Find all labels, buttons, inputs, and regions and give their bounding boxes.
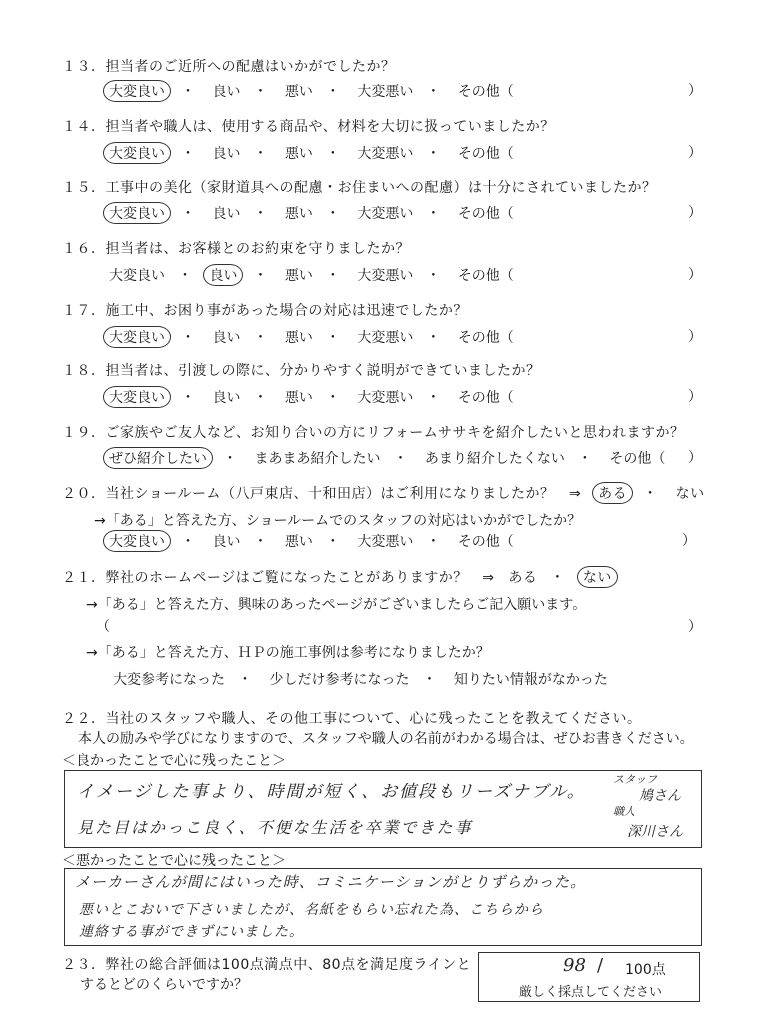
q21-no[interactable]: ない bbox=[577, 566, 618, 588]
option-13-4[interactable]: その他（ bbox=[457, 84, 514, 100]
option-16-1[interactable]: 良い bbox=[203, 264, 243, 286]
question-23: ２３．弊社の総合評価は100点満点中、80点を満足度ラインと bbox=[62, 957, 472, 973]
option-16-3[interactable]: 大変悪い bbox=[357, 268, 414, 284]
option-13-2[interactable]: 悪い bbox=[284, 84, 313, 100]
option-17-3[interactable]: 大変悪い bbox=[357, 330, 414, 346]
q21-subquestion-1: →「ある」と答えた方、興味のあったページがございましたらご記入願います。 bbox=[86, 597, 587, 613]
option-20-4[interactable]: その他（ bbox=[457, 534, 514, 550]
option-13-3[interactable]: 大変悪い bbox=[357, 84, 414, 100]
close-paren-19: ） bbox=[688, 450, 702, 466]
option-14-3[interactable]: 大変悪い bbox=[357, 146, 414, 162]
q21-open-paren: （ bbox=[96, 619, 110, 635]
options-16: 大変良い ・ 良い ・ 悪い ・ 大変悪い ・ その他（ bbox=[106, 264, 517, 286]
option-20-2[interactable]: 悪い bbox=[284, 534, 313, 550]
close-paren-18: ） bbox=[688, 389, 702, 405]
option-14-4[interactable]: その他（ bbox=[457, 146, 514, 162]
options-15: 大変良い ・ 良い ・ 悪い ・ 大変悪い ・ その他（ bbox=[106, 202, 517, 224]
option-15-1[interactable]: 良い bbox=[212, 206, 241, 222]
option-18-4[interactable]: その他（ bbox=[457, 390, 514, 406]
option-21-2[interactable]: 知りたい情報がなかった bbox=[453, 672, 608, 688]
option-15-2[interactable]: 悪い bbox=[284, 206, 313, 222]
options-14: 大変良い ・ 良い ・ 悪い ・ 大変悪い ・ その他（ bbox=[106, 142, 517, 164]
option-16-4[interactable]: その他（ bbox=[457, 268, 514, 284]
option-20-1[interactable]: 良い bbox=[212, 534, 241, 550]
good-label: ＜良かったことで心に残ったこと＞ bbox=[62, 753, 286, 769]
bad-comment-line-2: 悪いとこおいで下さいましたが、名紙をもらい忘れた為、こちらから bbox=[79, 902, 544, 918]
score-box[interactable] bbox=[478, 952, 700, 1002]
score-max: 100点 bbox=[625, 962, 666, 978]
close-paren-14: ） bbox=[688, 145, 702, 161]
bad-comment-line-1: メーカーさんが間にはいった時、コミニケーションがとりずらかった。 bbox=[75, 873, 587, 891]
question-18: １８．担当者は、引渡しの際に、分かりやすく説明ができていましたか？ bbox=[62, 363, 541, 379]
question-21-text: ２１．弊社のホームページはご覧になったことがありますか？ ⇒ bbox=[62, 570, 495, 586]
close-paren-16: ） bbox=[688, 267, 702, 283]
question-15: １５．工事中の美化（家財道具への配慮・お住まいへの配慮）は十分にされていましたか？ bbox=[62, 180, 657, 196]
options-17: 大変良い ・ 良い ・ 悪い ・ 大変悪い ・ その他（ bbox=[106, 326, 517, 348]
good-comment-box[interactable] bbox=[64, 770, 702, 848]
option-17-1[interactable]: 良い bbox=[212, 330, 241, 346]
option-21-0[interactable]: 大変参考になった bbox=[113, 672, 225, 688]
q21-subquestion-2: →「ある」と答えた方、ＨＰの施工事例は参考になりましたか？ bbox=[86, 645, 490, 661]
option-18-1[interactable]: 良い bbox=[212, 390, 241, 406]
option-14-1[interactable]: 良い bbox=[212, 146, 241, 162]
staff-label: スタッフ bbox=[613, 773, 657, 786]
question-16: １６．担当者は、お客様とのお約束を守りましたか？ bbox=[62, 241, 410, 257]
option-13-1[interactable]: 良い bbox=[212, 84, 241, 100]
option-19-1[interactable]: まあまあ紹介したい bbox=[254, 451, 381, 467]
option-13-0[interactable]: 大変良い bbox=[103, 80, 171, 102]
question-19: １９．ご家族やご友人など、お知り合いの方にリフォームササキを紹介したいと思われますか？ bbox=[62, 425, 685, 441]
options-13: 大変良い ・ 良い ・ 悪い ・ 大変悪い ・ その他（ bbox=[106, 80, 517, 102]
q20-yes[interactable]: ある bbox=[592, 482, 633, 504]
question-23-cont: するとどのくらいですか？ bbox=[80, 977, 248, 993]
close-paren-20: ） bbox=[682, 533, 696, 549]
option-15-3[interactable]: 大変悪い bbox=[357, 206, 414, 222]
option-17-0[interactable]: 大変良い bbox=[103, 326, 171, 348]
staff-name: 鳩さん bbox=[639, 788, 681, 804]
options-18: 大変良い ・ 良い ・ 悪い ・ 大変悪い ・ その他（ bbox=[106, 386, 517, 408]
option-19-3[interactable]: その他（ bbox=[609, 451, 666, 467]
worker-label: 職人 bbox=[613, 805, 635, 818]
worker-name: 深川さん bbox=[627, 824, 683, 840]
bad-comment-box[interactable] bbox=[64, 868, 702, 946]
options-20: 大変良い ・ 良い ・ 悪い ・ 大変悪い ・ その他（ bbox=[106, 530, 517, 552]
question-20: ２０．当社ショールーム（八戸東店、十和田店）はご利用になりましたか？ ⇒ ある ・ ない bbox=[62, 482, 708, 504]
option-17-4[interactable]: その他（ bbox=[457, 330, 514, 346]
question-13: １３．担当者のご近所への配慮はいかがでしたか？ bbox=[62, 59, 396, 75]
question-22-note: 本人の励みや学びになりますので、スタッフや職人の名前がわかる場合は、ぜひお書きください。 bbox=[78, 731, 694, 747]
close-paren-13: ） bbox=[688, 83, 702, 99]
option-16-2[interactable]: 悪い bbox=[284, 268, 313, 284]
option-17-2[interactable]: 悪い bbox=[284, 330, 313, 346]
option-19-2[interactable]: あまり紹介したくない bbox=[424, 451, 565, 467]
question-14: １４．担当者や職人は、使用する商品や、材料を大切に扱っていましたか？ bbox=[62, 119, 555, 135]
question-20-text: ２０．当社ショールーム（八戸東店、十和田店）はご利用になりましたか？ ⇒ bbox=[62, 486, 582, 502]
option-18-0[interactable]: 大変良い bbox=[103, 386, 171, 408]
option-19-0[interactable]: ぜひ紹介したい bbox=[103, 447, 213, 469]
q20-no[interactable]: ない bbox=[675, 486, 705, 502]
score-note: 厳しく採点してください bbox=[519, 985, 663, 1000]
option-14-0[interactable]: 大変良い bbox=[103, 142, 171, 164]
close-paren-17: ） bbox=[688, 329, 702, 345]
option-18-3[interactable]: 大変悪い bbox=[357, 390, 414, 406]
close-paren-15: ） bbox=[688, 205, 702, 221]
option-21-1[interactable]: 少しだけ参考になった bbox=[269, 672, 410, 688]
option-20-3[interactable]: 大変悪い bbox=[357, 534, 414, 550]
option-15-0[interactable]: 大変良い bbox=[103, 202, 171, 224]
score-slash: / bbox=[597, 955, 606, 976]
options-21: 大変参考になった ・ 少しだけ参考になった ・ 知りたい情報がなかった bbox=[110, 668, 611, 690]
option-18-2[interactable]: 悪い bbox=[284, 390, 313, 406]
bad-comment-line-3: 連絡する事ができずにいました。 bbox=[79, 924, 304, 940]
good-comment-line-1: イメージした事より、時間が短く、お値段もリーズナブル。 bbox=[77, 782, 586, 802]
option-15-4[interactable]: その他（ bbox=[457, 206, 514, 222]
option-16-0[interactable]: 大変良い bbox=[109, 268, 165, 284]
option-14-2[interactable]: 悪い bbox=[284, 146, 313, 162]
option-20-0[interactable]: 大変良い bbox=[103, 530, 171, 552]
question-21: ２１．弊社のホームページはご覧になったことがありますか？ ⇒ ある ・ ない bbox=[62, 566, 618, 588]
good-comment-line-2: 見た目はかっこ良く、不便な生活を卒業できた事 bbox=[77, 818, 473, 837]
question-17: １７．施工中、お困り事があった場合の対応は迅速でしたか？ bbox=[62, 303, 468, 319]
score-value: 98 bbox=[563, 955, 586, 976]
close-paren-21: ） bbox=[688, 619, 702, 635]
q20-subquestion: →「ある」と答えた方、ショールームでのスタッフの対応はいかがでしたか？ bbox=[94, 513, 582, 529]
q21-yes[interactable]: ある bbox=[508, 570, 538, 586]
options-19: ぜひ紹介したい ・ まあまあ紹介したい ・ あまり紹介したくない ・ その他（ bbox=[106, 447, 668, 469]
bad-label: ＜悪かったことで心に残ったこと＞ bbox=[62, 853, 286, 869]
question-22: ２２．当社のスタッフや職人、その他工事について、心に残ったことを教えてください。 bbox=[62, 711, 642, 727]
